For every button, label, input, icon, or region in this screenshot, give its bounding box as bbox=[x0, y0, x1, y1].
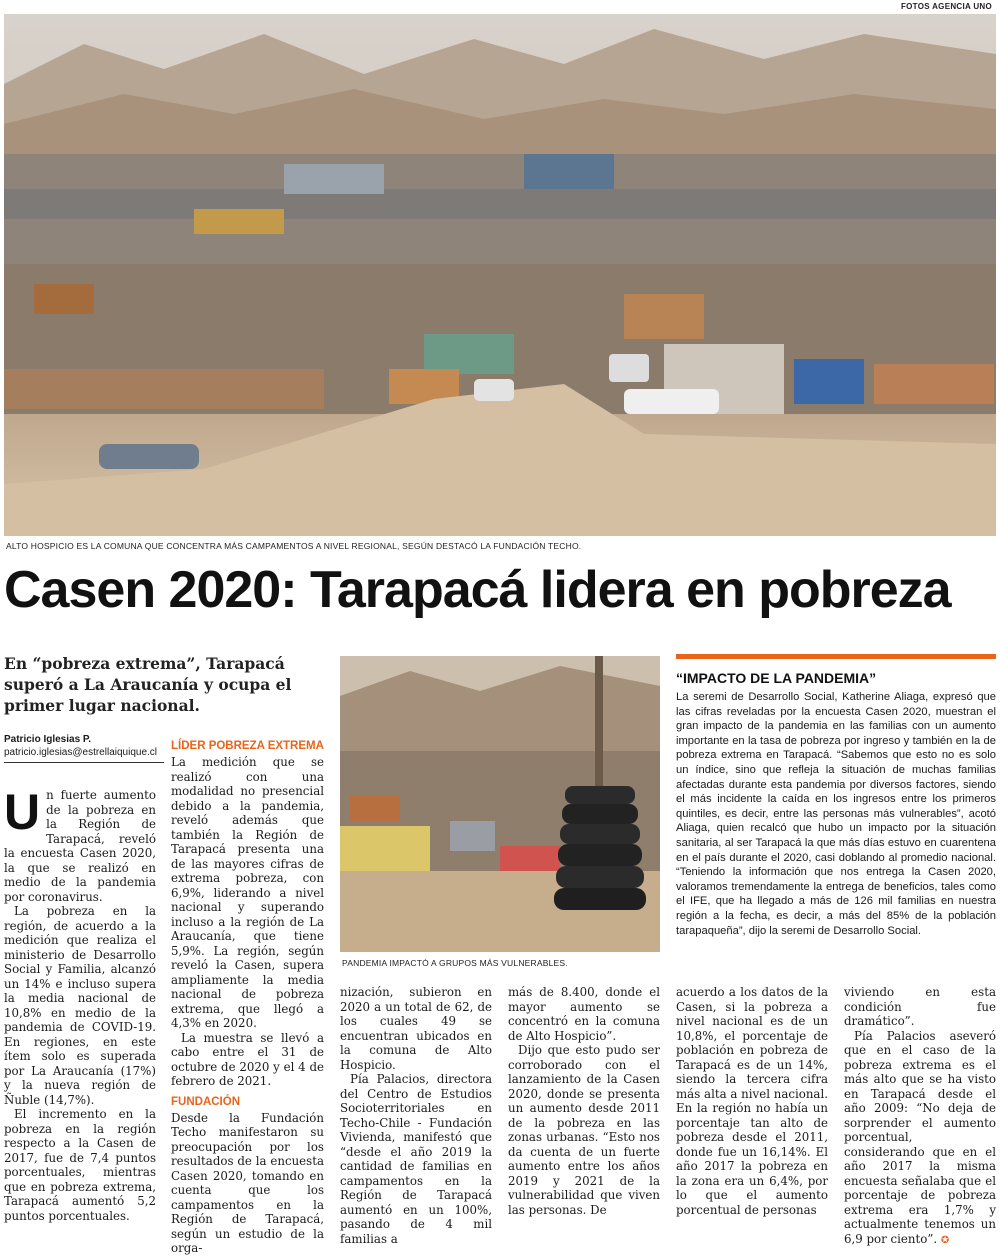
col1-paragraph-3: El incremento en la pobreza en la región respecto a la Casen de 2017, fue de 7,4 puntos porcentuales, mientras que en pobreza extrema, Tarapacá aumentó 5,2 puntos porcentuales. bbox=[4, 1107, 156, 1223]
col6-paragraph-2 bbox=[844, 1029, 996, 1249]
column-6 bbox=[844, 985, 996, 1248]
col3-paragraph-1: nización, subieron en 2020 a un total de 62, de los cuales 49 se encuentran ubicados en la comuna de Alto Hospicio. bbox=[340, 985, 492, 1072]
sidebar-accent-rule bbox=[676, 654, 996, 659]
col6-paragraph-1: viviendo en esta condición fue dramático”. bbox=[844, 985, 996, 1028]
sidebar-title: “IMPACTO DE LA PANDEMIA” bbox=[676, 670, 877, 686]
dropcap: U bbox=[4, 784, 41, 840]
column-4 bbox=[508, 985, 660, 1217]
col2-paragraph-1: La medición que se realizó con una modalidad no presencial debido a la pandemia, reveló además que también la Región de Tarapacá presenta una de las mayores cifras de extrema pobreza, con 6,9%, liderando a nivel nacional y superando incluso a la región de La Araucanía, que tiene 5,9%. La región, según reveló la Casen, supera ampliamente la media nacional de pobreza extrema, que llegó a 4,3% en 2020. bbox=[171, 755, 324, 1030]
col6-paragraph-2-text: Pía Palacios aseveró que en el caso de la pobreza extrema es el más alto que se ha visto en Tarapacá desde el año 2009: “No deja de sorprender el aumento porcentual, considerando que en el año 2017 la misma encuesta señalaba que el porcentaje de pobreza extrema era 1,7% y actualmente tenemos un 6,9 por ciento”. bbox=[844, 1028, 996, 1246]
col4-paragraph-1: más de 8.400, donde el mayor aumento se concentró en la comuna de Alto Hospicio”. bbox=[508, 985, 660, 1043]
col5-paragraph-1: acuerdo a los datos de la Casen, si la pobreza a nivel nacional es de un 10,8%, el porcentaje de población en pobreza de Tarapacá es de un 14%, siendo la tercera cifra más alta a nivel nacional. En la región no había un porcentaje tan alto de pobreza desde el 2011, donde fue un 16,14%. El año 2017 la pobreza en la zona era un 6,4%, por lo que el aumento porcentual de personas bbox=[676, 985, 828, 1217]
deck: En “pobreza extrema”, Tarapacá superó a La Araucanía y ocupa el primer lugar nacional. bbox=[4, 654, 292, 715]
column-2 bbox=[171, 739, 324, 1256]
subhead-lider: LÍDER POBREZA EXTREMA bbox=[171, 740, 324, 752]
main-photo-caption: ALTO HOSPICIO ES LA COMUNA QUE CONCENTRA MÁS CAMPAMENTOS A NIVEL REGIONAL, SEGÚN DESTACÓ LA FUNDACIÓN TECHO. bbox=[6, 541, 582, 551]
column-3 bbox=[340, 985, 492, 1246]
sidebar-text: La seremi de Desarrollo Social, Katherine Aliaga, expresó que las cifras reveladas por la encuesta Casen 2020, muestran el gran impacto de la pandemia en las familias con un aumento importante en la tasa de pobreza por ingreso y también en la de pobreza extrema en Tarapacá. “Sabemos que esto no es solo un índice, sino que refleja la situación de muchas familias afectadas durante esta pandemia por diversos factores, siendo el más incidente la caída en los ingresos entre los primeros quintiles, es decir, entre las personas más vulnerables”, acotó Aliaga, quien recalcó que hubo un impacto por la situación sanitaria, al ser Tarapacá la que más días estuvo en cuarentena en el país durante el 2020, casi doblando al promedio nacional. “Teniendo la información que nos entrega la Casen 2020, valoramos tremendamente la entrega de beneficios, tales como el IFE, que ha llegado a más de 126 mil familias en nuestra región a la fecha, es decir, a más del 85% de la población tarapaqueña”, dijo la seremi de Desarrollo Social. bbox=[676, 691, 996, 937]
column-5 bbox=[676, 985, 828, 1217]
col4-paragraph-2: Dijo que esto pudo ser corroborado con el lanzamiento de la Casen 2020, donde se presenta un aumento desde 2011 de la pobreza en las zonas urbanas. “Esto nos da cuenta de un fuerte aumento entre los años 2019 y 2021 de la vulnerabilidad que viven las personas. De bbox=[508, 1043, 660, 1217]
subhead-fundacion: FUNDACIÓN bbox=[171, 1095, 240, 1108]
sidebar-impacto bbox=[676, 654, 996, 938]
byline bbox=[4, 733, 164, 763]
headline: Casen 2020: Tarapacá lidera en pobreza bbox=[4, 561, 951, 619]
author-name: Patricio Iglesias P. bbox=[4, 734, 92, 745]
col1-paragraph-1: n fuerte aumento de la pobreza en la Región de Tarapacá, reveló la encuesta Casen 2020, la que se realizó en medio de la pandemia por coronavirus. bbox=[4, 788, 156, 904]
col2-paragraph-3: Desde la Fundación Techo manifestaron su preocupación por los resultados de la encuesta Casen 2020, tomando en cuenta que los campamentos en la Región de Tarapacá, según un estudio de la orga- bbox=[171, 1110, 324, 1255]
col2-paragraph-2: La muestra se llevó a cabo entre el 31 de octubre de 2020 y el 4 de febrero de 2021. bbox=[171, 1030, 324, 1088]
author-email: patricio.iglesias@estrellaiquique.cl bbox=[4, 747, 158, 758]
end-mark-icon: ✪ bbox=[940, 1234, 950, 1246]
photo-credit: FOTOS AGENCIA UNO bbox=[900, 2, 992, 11]
col1-paragraph-2: La pobreza en la región, de acuerdo a la medición que realiza el ministerio de Desarrollo Social y Familia, alcanzó un 14% e incluso supera la media nacional de 10,8% en medio de la pandemia de COVID-19. En regiones, en este ítem solo es superada por La Araucanía (17%) y la nueva región de Ñuble (14,7%). bbox=[4, 904, 156, 1107]
tires-photo bbox=[340, 656, 660, 952]
column-1 bbox=[4, 784, 156, 1223]
main-photo-settlement bbox=[4, 14, 996, 536]
small-photo-caption: PANDEMIA IMPACTÓ A GRUPOS MÁS VULNERABLES. bbox=[342, 958, 568, 968]
col3-paragraph-2: Pía Palacios, directora del Centro de Estudios Socioterritoriales en Techo-Chile - Fundación Vivienda, manifestó que “desde el año 2019 la cantidad de familias en campamentos en la Región de Tarapacá aumentó en un 100%, pasando de 4 mil familias a bbox=[340, 1072, 492, 1246]
